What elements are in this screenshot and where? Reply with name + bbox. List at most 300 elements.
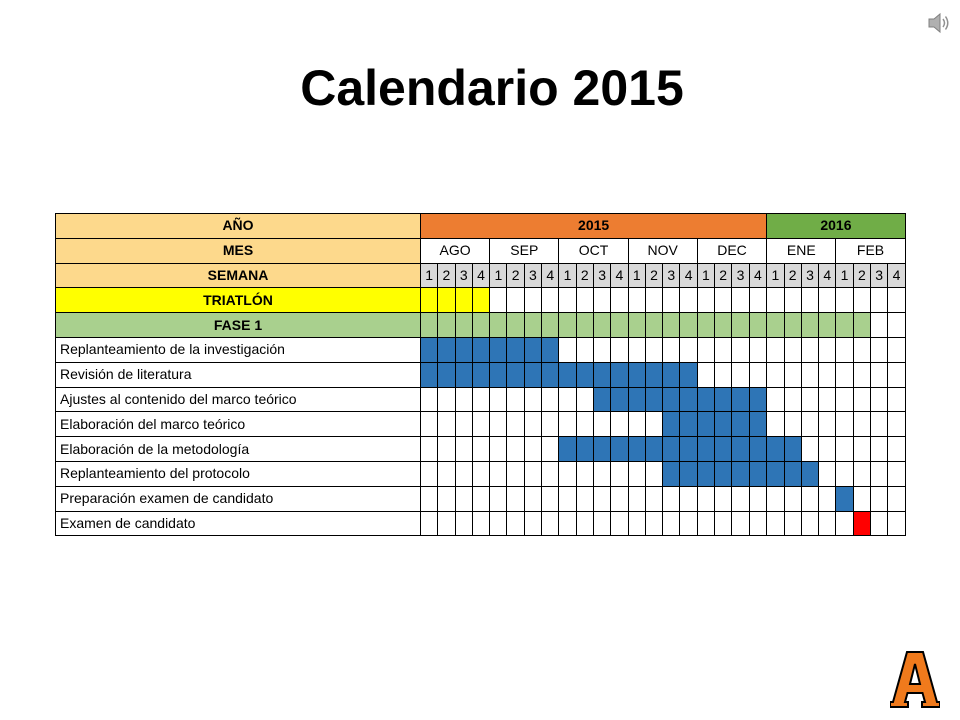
gantt-empty-cell	[819, 412, 836, 437]
gantt-empty-cell	[784, 412, 801, 437]
gantt-bar-cell	[593, 313, 610, 338]
gantt-empty-cell	[767, 412, 784, 437]
gantt-bar-cell	[836, 313, 853, 338]
gantt-empty-cell	[680, 337, 697, 362]
gantt-bar-cell	[576, 437, 593, 462]
phase-label: FASE 1	[56, 313, 421, 338]
gantt-bar-cell	[767, 313, 784, 338]
gantt-empty-cell	[801, 412, 818, 437]
gantt-empty-cell	[611, 461, 628, 486]
gantt-empty-cell	[455, 486, 472, 511]
task-label: Elaboración del marco teórico	[56, 412, 421, 437]
gantt-bar-cell	[767, 437, 784, 462]
gantt-bar-cell	[507, 337, 524, 362]
gantt-bar-cell	[801, 461, 818, 486]
gantt-bar-cell	[784, 437, 801, 462]
gantt-empty-cell	[542, 288, 559, 313]
gantt-empty-cell	[819, 461, 836, 486]
gantt-empty-cell	[524, 486, 541, 511]
gantt-empty-cell	[853, 387, 870, 412]
gantt-empty-cell	[559, 511, 576, 536]
gantt-empty-cell	[801, 362, 818, 387]
gantt-empty-cell	[819, 511, 836, 536]
gantt-empty-cell	[871, 387, 888, 412]
gantt-empty-cell	[836, 511, 853, 536]
gantt-empty-cell	[611, 337, 628, 362]
week-cell: 3	[801, 263, 818, 288]
gantt-empty-cell	[871, 461, 888, 486]
gantt-empty-cell	[871, 412, 888, 437]
gantt-bar-cell	[784, 461, 801, 486]
gantt-empty-cell	[871, 437, 888, 462]
gantt-bar-cell	[784, 313, 801, 338]
week-cell: 3	[663, 263, 680, 288]
gantt-empty-cell	[784, 337, 801, 362]
gantt-empty-cell	[472, 387, 489, 412]
gantt-empty-cell	[836, 288, 853, 313]
gantt-bar-cell	[438, 362, 455, 387]
gantt-empty-cell	[611, 511, 628, 536]
month-cell: OCT	[559, 238, 628, 263]
gantt-empty-cell	[836, 437, 853, 462]
gantt-empty-cell	[576, 387, 593, 412]
week-cell: 2	[576, 263, 593, 288]
gantt-empty-cell	[438, 461, 455, 486]
gantt-empty-cell	[871, 362, 888, 387]
week-cell: 1	[421, 263, 438, 288]
gantt-empty-cell	[801, 437, 818, 462]
gantt-empty-cell	[801, 486, 818, 511]
month-cell: ENE	[767, 238, 836, 263]
gantt-empty-cell	[490, 387, 507, 412]
gantt-empty-cell	[421, 412, 438, 437]
month-cell: DEC	[697, 238, 766, 263]
gantt-bar-cell	[542, 362, 559, 387]
gantt-bar-cell	[715, 412, 732, 437]
gantt-bar-cell	[438, 313, 455, 338]
gantt-empty-cell	[767, 362, 784, 387]
gantt-empty-cell	[490, 288, 507, 313]
year-header: AÑO	[56, 214, 421, 239]
week-cell: 2	[784, 263, 801, 288]
gantt-empty-cell	[836, 461, 853, 486]
gantt-bar-cell	[663, 412, 680, 437]
gantt-empty-cell	[524, 412, 541, 437]
gantt-empty-cell	[542, 461, 559, 486]
gantt-bar-cell	[853, 511, 870, 536]
gantt-bar-cell	[732, 437, 749, 462]
gantt-bar-cell	[576, 362, 593, 387]
week-cell: 4	[749, 263, 767, 288]
gantt-empty-cell	[421, 437, 438, 462]
gantt-empty-cell	[680, 511, 697, 536]
gantt-empty-cell	[576, 288, 593, 313]
week-cell: 2	[715, 263, 732, 288]
gantt-bar-cell	[645, 313, 662, 338]
gantt-empty-cell	[576, 412, 593, 437]
gantt-empty-cell	[507, 387, 524, 412]
task-label: Examen de candidato	[56, 511, 421, 536]
week-cell: 4	[680, 263, 697, 288]
gantt-empty-cell	[611, 412, 628, 437]
gantt-bar-cell	[421, 313, 438, 338]
week-cell: 1	[490, 263, 507, 288]
week-cell: 4	[819, 263, 836, 288]
gantt-bar-cell	[524, 362, 541, 387]
gantt-empty-cell	[801, 387, 818, 412]
task-label: Preparación examen de candidato	[56, 486, 421, 511]
gantt-bar-cell	[542, 337, 559, 362]
gantt-empty-cell	[819, 437, 836, 462]
gantt-empty-cell	[663, 486, 680, 511]
gantt-empty-cell	[715, 288, 732, 313]
gantt-bar-cell	[490, 337, 507, 362]
gantt-empty-cell	[853, 362, 870, 387]
gantt-bar-cell	[715, 437, 732, 462]
gantt-empty-cell	[888, 486, 905, 511]
gantt-bar-cell	[645, 387, 662, 412]
gantt-empty-cell	[490, 511, 507, 536]
gantt-empty-cell	[819, 288, 836, 313]
gantt-bar-cell	[663, 362, 680, 387]
gantt-bar-cell	[490, 313, 507, 338]
gantt-empty-cell	[801, 288, 818, 313]
gantt-empty-cell	[472, 412, 489, 437]
gantt-bar-cell	[542, 313, 559, 338]
gantt-empty-cell	[472, 437, 489, 462]
task-row	[56, 437, 906, 462]
week-cell: 3	[593, 263, 610, 288]
gantt-empty-cell	[593, 486, 610, 511]
week-header: SEMANA	[56, 263, 421, 288]
gantt-empty-cell	[576, 486, 593, 511]
gantt-table	[55, 213, 906, 536]
gantt-empty-cell	[749, 362, 767, 387]
gantt-bar-cell	[628, 437, 645, 462]
gantt-bar-cell	[576, 313, 593, 338]
gantt-empty-cell	[819, 362, 836, 387]
gantt-bar-cell	[663, 387, 680, 412]
gantt-bar-cell	[749, 437, 767, 462]
gantt-empty-cell	[715, 486, 732, 511]
gantt-empty-cell	[455, 387, 472, 412]
gantt-bar-cell	[421, 362, 438, 387]
month-cell: FEB	[836, 238, 905, 263]
gantt-empty-cell	[421, 486, 438, 511]
week-row	[56, 263, 906, 288]
week-cell: 1	[767, 263, 784, 288]
gantt-empty-cell	[542, 387, 559, 412]
gantt-empty-cell	[888, 362, 905, 387]
gantt-empty-cell	[542, 437, 559, 462]
gantt-bar-cell	[438, 288, 455, 313]
gantt-bar-cell	[421, 288, 438, 313]
gantt-empty-cell	[801, 511, 818, 536]
task-label: Revisión de literatura	[56, 362, 421, 387]
year-cell: 2016	[767, 214, 905, 239]
gantt-empty-cell	[559, 337, 576, 362]
gantt-bar-cell	[559, 437, 576, 462]
gantt-bar-cell	[767, 461, 784, 486]
gantt-bar-cell	[680, 437, 697, 462]
gantt-bar-cell	[421, 337, 438, 362]
gantt-empty-cell	[472, 461, 489, 486]
phase-row	[56, 313, 906, 338]
gantt-empty-cell	[645, 288, 662, 313]
gantt-empty-cell	[732, 511, 749, 536]
gantt-bar-cell	[715, 461, 732, 486]
week-cell: 4	[472, 263, 489, 288]
gantt-empty-cell	[438, 387, 455, 412]
gantt-empty-cell	[438, 511, 455, 536]
week-cell: 1	[628, 263, 645, 288]
gantt-bar-cell	[732, 387, 749, 412]
speaker-icon[interactable]	[926, 10, 952, 36]
gantt-empty-cell	[507, 461, 524, 486]
gantt-bar-cell	[732, 313, 749, 338]
task-label: Elaboración de la metodología	[56, 437, 421, 462]
gantt-empty-cell	[801, 337, 818, 362]
gantt-empty-cell	[680, 486, 697, 511]
gantt-empty-cell	[628, 461, 645, 486]
gantt-bar-cell	[680, 412, 697, 437]
task-row	[56, 362, 906, 387]
gantt-bar-cell	[663, 437, 680, 462]
gantt-bar-cell	[611, 387, 628, 412]
letter-a-logo	[890, 650, 940, 708]
gantt-bar-cell	[801, 313, 818, 338]
gantt-empty-cell	[749, 511, 767, 536]
gantt-empty-cell	[663, 511, 680, 536]
gantt-empty-cell	[455, 412, 472, 437]
gantt-empty-cell	[490, 486, 507, 511]
phase-label: TRIATLÓN	[56, 288, 421, 313]
gantt-empty-cell	[767, 288, 784, 313]
week-cell: 2	[853, 263, 870, 288]
gantt-empty-cell	[628, 337, 645, 362]
gantt-empty-cell	[421, 511, 438, 536]
month-cell: NOV	[628, 238, 697, 263]
gantt-empty-cell	[421, 461, 438, 486]
gantt-empty-cell	[455, 511, 472, 536]
gantt-bar-cell	[663, 313, 680, 338]
gantt-empty-cell	[593, 288, 610, 313]
gantt-empty-cell	[645, 337, 662, 362]
gantt-empty-cell	[421, 387, 438, 412]
gantt-empty-cell	[697, 511, 714, 536]
gantt-empty-cell	[819, 486, 836, 511]
week-cell: 2	[507, 263, 524, 288]
gantt-empty-cell	[697, 486, 714, 511]
gantt-empty-cell	[472, 486, 489, 511]
week-cell: 4	[611, 263, 628, 288]
gantt-bar-cell	[438, 337, 455, 362]
week-cell: 3	[524, 263, 541, 288]
gantt-empty-cell	[853, 461, 870, 486]
task-row	[56, 412, 906, 437]
week-cell: 4	[888, 263, 905, 288]
gantt-empty-cell	[819, 337, 836, 362]
gantt-bar-cell	[490, 362, 507, 387]
gantt-empty-cell	[732, 486, 749, 511]
gantt-empty-cell	[888, 511, 905, 536]
gantt-bar-cell	[628, 387, 645, 412]
gantt-empty-cell	[732, 362, 749, 387]
gantt-bar-cell	[524, 337, 541, 362]
task-row	[56, 461, 906, 486]
gantt-bar-cell	[715, 387, 732, 412]
gantt-empty-cell	[871, 337, 888, 362]
gantt-empty-cell	[490, 461, 507, 486]
gantt-empty-cell	[524, 288, 541, 313]
gantt-bar-cell	[732, 412, 749, 437]
month-cell: AGO	[421, 238, 490, 263]
gantt-empty-cell	[888, 288, 905, 313]
gantt-bar-cell	[749, 387, 767, 412]
gantt-empty-cell	[749, 288, 767, 313]
gantt-bar-cell	[680, 313, 697, 338]
month-cell: SEP	[490, 238, 559, 263]
gantt-bar-cell	[524, 313, 541, 338]
gantt-empty-cell	[559, 288, 576, 313]
task-row	[56, 486, 906, 511]
week-cell: 3	[455, 263, 472, 288]
gantt-bar-cell	[749, 313, 767, 338]
gantt-bar-cell	[697, 387, 714, 412]
gantt-bar-cell	[697, 412, 714, 437]
gantt-empty-cell	[593, 412, 610, 437]
gantt-empty-cell	[680, 288, 697, 313]
gantt-empty-cell	[767, 387, 784, 412]
gantt-empty-cell	[853, 337, 870, 362]
gantt-empty-cell	[438, 437, 455, 462]
gantt-empty-cell	[853, 288, 870, 313]
gantt-empty-cell	[784, 362, 801, 387]
gantt-empty-cell	[663, 337, 680, 362]
gantt-empty-cell	[490, 412, 507, 437]
gantt-empty-cell	[888, 412, 905, 437]
gantt-bar-cell	[611, 362, 628, 387]
gantt-bar-cell	[611, 313, 628, 338]
gantt-empty-cell	[645, 461, 662, 486]
gantt-empty-cell	[507, 486, 524, 511]
gantt-bar-cell	[593, 362, 610, 387]
gantt-empty-cell	[507, 511, 524, 536]
gantt-empty-cell	[645, 486, 662, 511]
gantt-empty-cell	[559, 387, 576, 412]
gantt-bar-cell	[697, 313, 714, 338]
task-row	[56, 337, 906, 362]
gantt-empty-cell	[715, 511, 732, 536]
phase-row	[56, 288, 906, 313]
task-label: Replanteamiento del protocolo	[56, 461, 421, 486]
gantt-empty-cell	[888, 461, 905, 486]
gantt-bar-cell	[749, 412, 767, 437]
gantt-empty-cell	[784, 511, 801, 536]
gantt-empty-cell	[559, 461, 576, 486]
gantt-empty-cell	[853, 412, 870, 437]
gantt-empty-cell	[836, 412, 853, 437]
gantt-empty-cell	[819, 387, 836, 412]
gantt-empty-cell	[628, 412, 645, 437]
gantt-empty-cell	[611, 288, 628, 313]
gantt-empty-cell	[438, 486, 455, 511]
gantt-empty-cell	[888, 387, 905, 412]
gantt-empty-cell	[524, 461, 541, 486]
gantt-bar-cell	[732, 461, 749, 486]
week-cell: 1	[836, 263, 853, 288]
gantt-bar-cell	[819, 313, 836, 338]
gantt-bar-cell	[645, 362, 662, 387]
gantt-empty-cell	[663, 288, 680, 313]
gantt-empty-cell	[628, 511, 645, 536]
gantt-bar-cell	[680, 461, 697, 486]
gantt-empty-cell	[697, 362, 714, 387]
gantt-empty-cell	[524, 511, 541, 536]
gantt-empty-cell	[507, 412, 524, 437]
gantt-empty-cell	[871, 288, 888, 313]
gantt-empty-cell	[576, 337, 593, 362]
gantt-bar-cell	[628, 362, 645, 387]
gantt-bar-cell	[455, 362, 472, 387]
gantt-bar-cell	[593, 387, 610, 412]
year-cell: 2015	[421, 214, 767, 239]
gantt-empty-cell	[645, 511, 662, 536]
task-label: Ajustes al contenido del marco teórico	[56, 387, 421, 412]
gantt-empty-cell	[472, 511, 489, 536]
gantt-empty-cell	[732, 337, 749, 362]
gantt-empty-cell	[767, 337, 784, 362]
month-header: MES	[56, 238, 421, 263]
gantt-empty-cell	[542, 511, 559, 536]
gantt-empty-cell	[576, 511, 593, 536]
gantt-empty-cell	[888, 437, 905, 462]
gantt-empty-cell	[524, 437, 541, 462]
week-cell: 1	[559, 263, 576, 288]
gantt-bar-cell	[611, 437, 628, 462]
week-cell: 4	[542, 263, 559, 288]
gantt-empty-cell	[732, 288, 749, 313]
gantt-empty-cell	[767, 511, 784, 536]
gantt-empty-cell	[542, 412, 559, 437]
gantt-bar-cell	[680, 362, 697, 387]
task-row	[56, 511, 906, 536]
gantt-empty-cell	[507, 437, 524, 462]
gantt-bar-cell	[749, 461, 767, 486]
gantt-empty-cell	[559, 412, 576, 437]
gantt-bar-cell	[472, 362, 489, 387]
gantt-empty-cell	[455, 437, 472, 462]
gantt-bar-cell	[472, 288, 489, 313]
gantt-empty-cell	[507, 288, 524, 313]
gantt-empty-cell	[645, 412, 662, 437]
year-row	[56, 214, 906, 239]
gantt-empty-cell	[888, 337, 905, 362]
gantt-bar-cell	[455, 288, 472, 313]
gantt-empty-cell	[593, 461, 610, 486]
gantt-bar-cell	[853, 313, 870, 338]
gantt-bar-cell	[715, 313, 732, 338]
gantt-bar-cell	[472, 337, 489, 362]
gantt-bar-cell	[836, 486, 853, 511]
gantt-bar-cell	[472, 313, 489, 338]
gantt-empty-cell	[853, 486, 870, 511]
gantt-empty-cell	[628, 486, 645, 511]
task-label: Replanteamiento de la investigación	[56, 337, 421, 362]
gantt-empty-cell	[715, 337, 732, 362]
gantt-empty-cell	[784, 486, 801, 511]
gantt-empty-cell	[697, 288, 714, 313]
